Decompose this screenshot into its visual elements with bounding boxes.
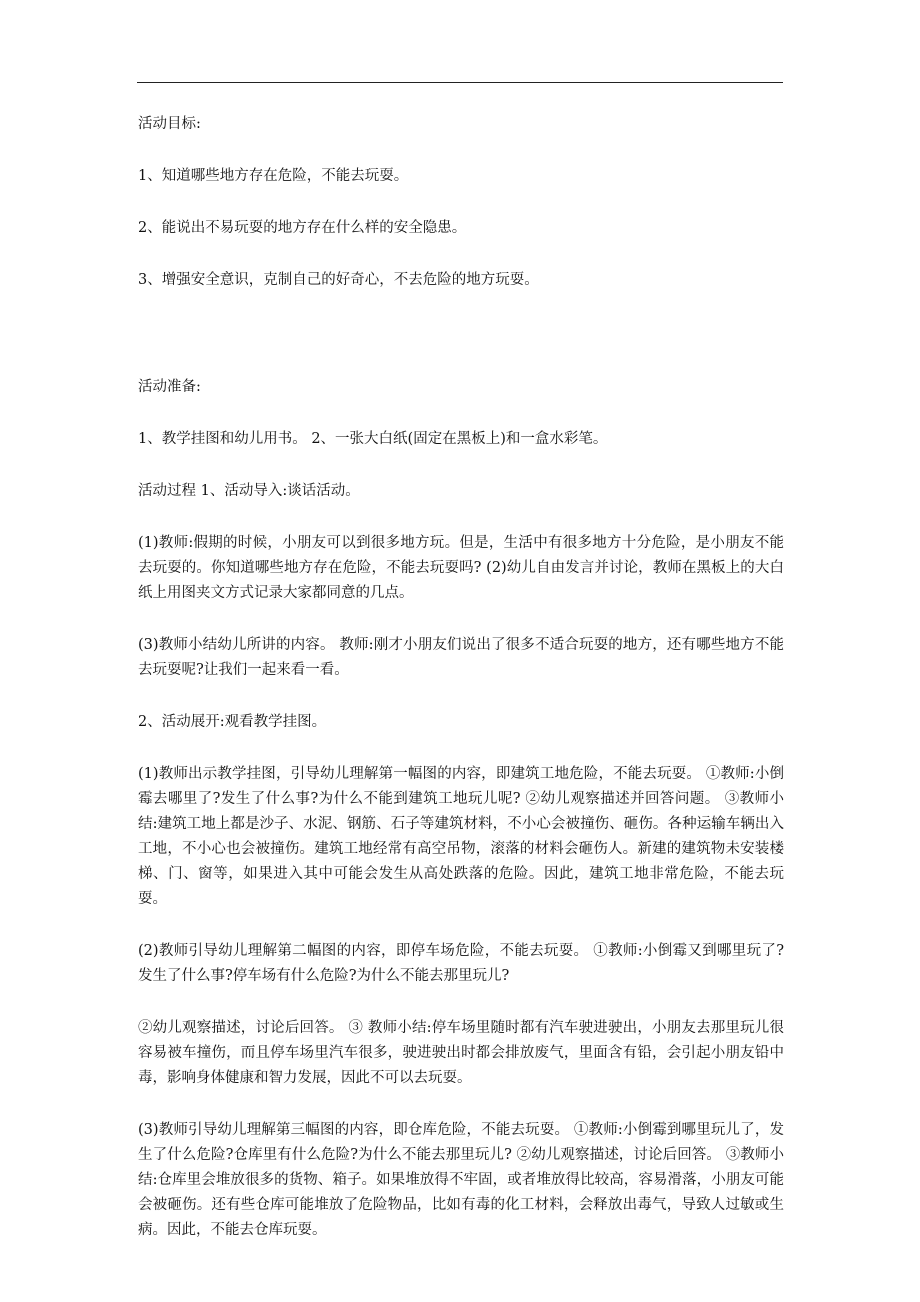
- header-rule: [137, 82, 783, 83]
- paragraph: (1)教师出示教学挂图，引导幼儿理解第一幅图的内容，即建筑工地危险，不能去玩耍。 ①教师:小倒霉去哪里了?发生了什么事?为什么不能到建筑工地玩儿呢? ②幼儿观察描述并回答问题。 ③教师小结:建筑工地上都是沙子、水泥、钢筋、石子等建筑材料，不小心会被撞伤、砸伤。各种运输车辆出入工地，不小心也会被撞伤。建筑工地经常有高空吊物，滚落的材料会砸伤人。新建的建筑物未安装楼梯、门、窗等，如果进入其中可能会发生从高处跌落的危险。因此，建筑工地非常危险，不能去玩耍。: [138, 766, 784, 907]
- goals-heading: 活动目标:: [138, 116, 201, 132]
- prep-item: 1、教学挂图和幼儿用书。 2、一张大白纸(固定在黑板上)和一盒水彩笔。: [138, 431, 608, 447]
- prep-heading: 活动准备:: [138, 379, 201, 395]
- paragraph: (3)教师小结幼儿所讲的内容。 教师:刚才小朋友们说出了很多不适合玩耍的地方，还有哪些地方不能去玩耍呢?让我们一起来看一看。: [138, 637, 784, 678]
- goal-item: 2、能说出不易玩耍的地方存在什么样的安全隐患。: [138, 220, 467, 236]
- paragraph: ②幼儿观察描述，讨论后回答。 ③ 教师小结:停车场里随时都有汽车驶进驶出，小朋友去那里玩儿很容易被车撞伤，而且停车场里汽车很多，驶进驶出时都会排放废气，里面含有铅，会引起小朋友铅中毒，影响身体健康和智力发展，因此不可以去玩耍。: [138, 1020, 784, 1086]
- goal-item: 1、知道哪些地方存在危险，不能去玩耍。: [138, 168, 409, 184]
- paragraph: 2、活动展开:观看教学挂图。: [138, 714, 327, 730]
- document-body: [138, 112, 784, 1270]
- goal-item: 3、增强安全意识，克制自己的好奇心，不去危险的地方玩耍。: [138, 272, 539, 288]
- paragraph: (3)教师引导幼儿理解第三幅图的内容，即仓库危险，不能去玩耍。 ①教师:小倒霉到哪里玩儿了，发生了什么危险?仓库里有什么危险?为什么不能去那里玩儿? ②幼儿观察描述，讨论后回答。 ③教师小结:仓库里会堆放很多的货物、箱子。如果堆放得不牢固，或者堆放得比较高，容易滑落，小朋友可能会被砸伤。还有些仓库可能堆放了危险物品，比如有毒的化工材料，会释放出毒气，导致人过敏或生病。因此，不能去仓库玩耍。: [138, 1122, 784, 1238]
- paragraph: (2)教师引导幼儿理解第二幅图的内容，即停车场危险，不能去玩耍。 ①教师:小倒霉又到哪里玩了?发生了什么事?停车场有什么危险?为什么不能去那里玩儿?: [138, 943, 784, 984]
- section-gap: [138, 320, 784, 375]
- process-heading: 活动过程 1、活动导入:谈话活动。: [138, 483, 360, 499]
- paragraph: (1)教师:假期的时候，小朋友可以到很多地方玩。但是，生活中有很多地方十分危险，是小朋友不能去玩耍的。你知道哪些地方存在危险，不能去玩耍吗? (2)幼儿自由发言并讨论，教师在黑板上的大白纸上用图夹文方式记录大家都同意的几点。: [138, 535, 784, 601]
